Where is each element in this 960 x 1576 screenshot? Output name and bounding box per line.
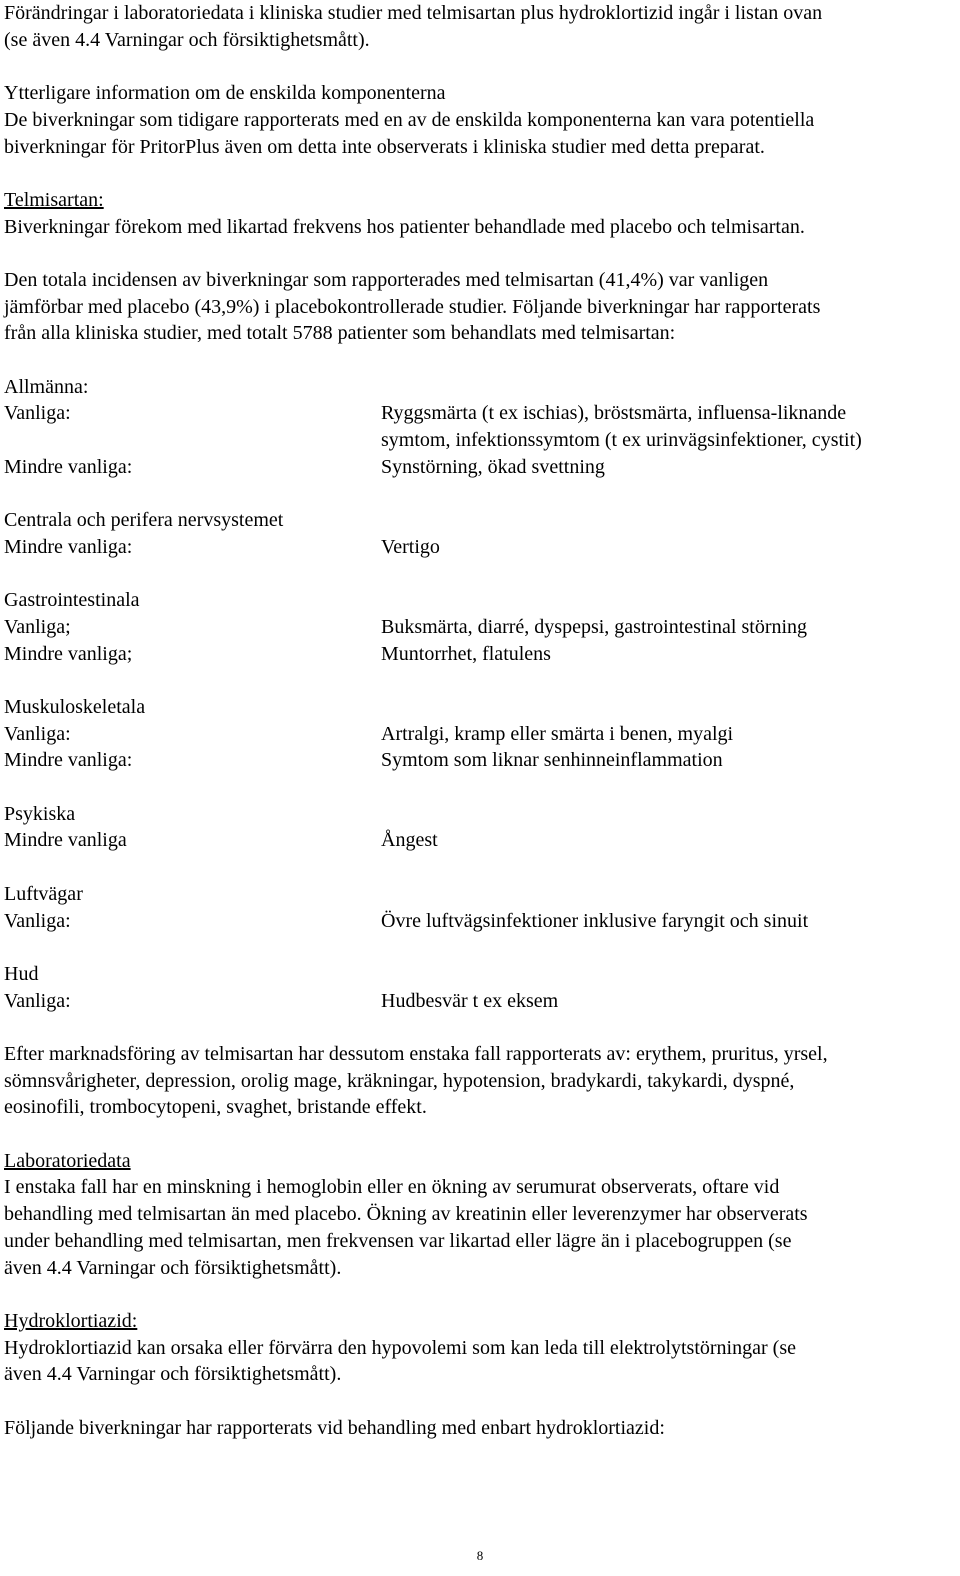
reaction-text: Hudbesvär t ex eksem	[381, 989, 559, 1012]
group-psychiatric-title: Psykiska	[4, 802, 76, 825]
lab-line-2: behandling med telmisartan än med placebo. Ökning av kreatinin eller leverenzymer har observerats	[4, 1203, 808, 1226]
extra-heading: Ytterligare information om de enskilda komponenterna	[4, 82, 446, 105]
reaction-text: symtom, infektionssymtom (t ex urinvägsinfektioner, cystit)	[381, 429, 862, 452]
frequency-label: Mindre vanliga:	[4, 455, 133, 478]
extra-line-1: De biverkningar som tidigare rapporterats med en av de enskilda komponenterna kan vara potentiella	[4, 108, 815, 131]
group-gi-title: Gastrointestinala	[4, 589, 140, 612]
frequency-label: Mindre vanliga:	[4, 535, 133, 558]
postmarketing-line-2: sömnsvårigheter, depression, orolig mage, kräkningar, hypotension, bradykardi, takykardi, dyspné,	[4, 1069, 795, 1092]
telmisartan-para2-line-2: jämförbar med placebo (43,9%) i placebokontrollerade studier. Följande biverkningar har rapporterats	[4, 295, 821, 318]
intro-line-1: Förändringar i laboratoriedata i kliniska studier med telmisartan plus hydroklortizid ingår i listan ovan	[4, 2, 823, 24]
frequency-label: Mindre vanliga;	[4, 642, 133, 665]
hctz-line-2: även 4.4 Varningar och försiktighetsmått).	[4, 1363, 342, 1386]
telmisartan-heading: Telmisartan:	[4, 188, 104, 211]
postmarketing-line-3: eosinofili, trombocytopeni, svaghet, bristande effekt.	[4, 1096, 427, 1119]
group-musculoskeletal-title: Muskuloskeletala	[4, 696, 146, 719]
reaction-text: Symtom som liknar senhinneinflammation	[381, 749, 723, 772]
frequency-label: Vanliga:	[4, 989, 71, 1012]
lab-heading: Laboratoriedata	[4, 1149, 131, 1172]
frequency-label: Mindre vanliga	[4, 829, 127, 852]
page-number: 8	[476, 1548, 484, 1563]
group-general-title: Allmänna:	[4, 375, 89, 398]
group-cns-title: Centrala och perifera nervsystemet	[4, 509, 284, 532]
reaction-text: Övre luftvägsinfektioner inklusive faryngit och sinuit	[381, 909, 809, 932]
reaction-text: Artralgi, kramp eller smärta i benen, myalgi	[381, 722, 734, 745]
lab-line-4: även 4.4 Varningar och försiktighetsmått).	[4, 1256, 342, 1279]
reaction-text: Ryggsmärta (t ex ischias), bröstsmärta, influensa-liknande	[381, 402, 847, 425]
postmarketing-line-1: Efter marknadsföring av telmisartan har dessutom enstaka fall rapporterats av: erythem, pruritus, yrsel,	[4, 1042, 828, 1065]
telmisartan-para2-line-3: från alla kliniska studier, med totalt 5788 patienter som behandlats med telmisartan:	[4, 322, 676, 345]
lab-line-1: I enstaka fall har en minskning i hemoglobin eller en ökning av serumurat observerats, oftare vid	[4, 1176, 780, 1199]
document-page	[4, 0, 956, 1441]
frequency-label: Vanliga:	[4, 722, 71, 745]
telmisartan-line-1: Biverkningar förekom med likartad frekvens hos patienter behandlade med placebo och telmisartan.	[4, 215, 805, 238]
extra-line-2: biverkningar för PritorPlus även om detta inte observerats i kliniska studier med detta preparat.	[4, 135, 765, 158]
frequency-label: Vanliga:	[4, 402, 71, 425]
lab-line-3: under behandling med telmisartan, men frekvensen var likartad eller lägre än i placebogruppen (se	[4, 1229, 792, 1252]
frequency-label: Vanliga:	[4, 909, 71, 932]
adverse-reactions-table	[4, 374, 956, 1015]
group-respiratory-title: Luftvägar	[4, 882, 83, 905]
reaction-text: Ångest	[381, 829, 438, 852]
hctz-line-1: Hydroklortiazid kan orsaka eller förvärra den hypovolemi som kan leda till elektrolytstörningar (se	[4, 1336, 796, 1359]
intro-line-2: (se även 4.4 Varningar och försiktighetsmått).	[4, 28, 370, 51]
hctz-heading: Hydroklortiazid:	[4, 1309, 138, 1332]
reaction-text: Muntorrhet, flatulens	[381, 642, 551, 665]
reaction-text: Synstörning, ökad svettning	[381, 455, 605, 478]
group-skin-title: Hud	[4, 962, 39, 985]
reaction-text: Buksmärta, diarré, dyspepsi, gastrointestinal störning	[381, 615, 808, 638]
telmisartan-para2-line-1: Den totala incidensen av biverkningar som rapporterades med telmisartan (41,4%) var vanligen	[4, 268, 769, 291]
frequency-label: Vanliga;	[4, 615, 71, 638]
reaction-text: Vertigo	[381, 535, 440, 558]
frequency-label: Mindre vanliga:	[4, 749, 133, 772]
hctz-final-line: Följande biverkningar har rapporterats vid behandling med enbart hydroklortiazid:	[4, 1416, 665, 1439]
